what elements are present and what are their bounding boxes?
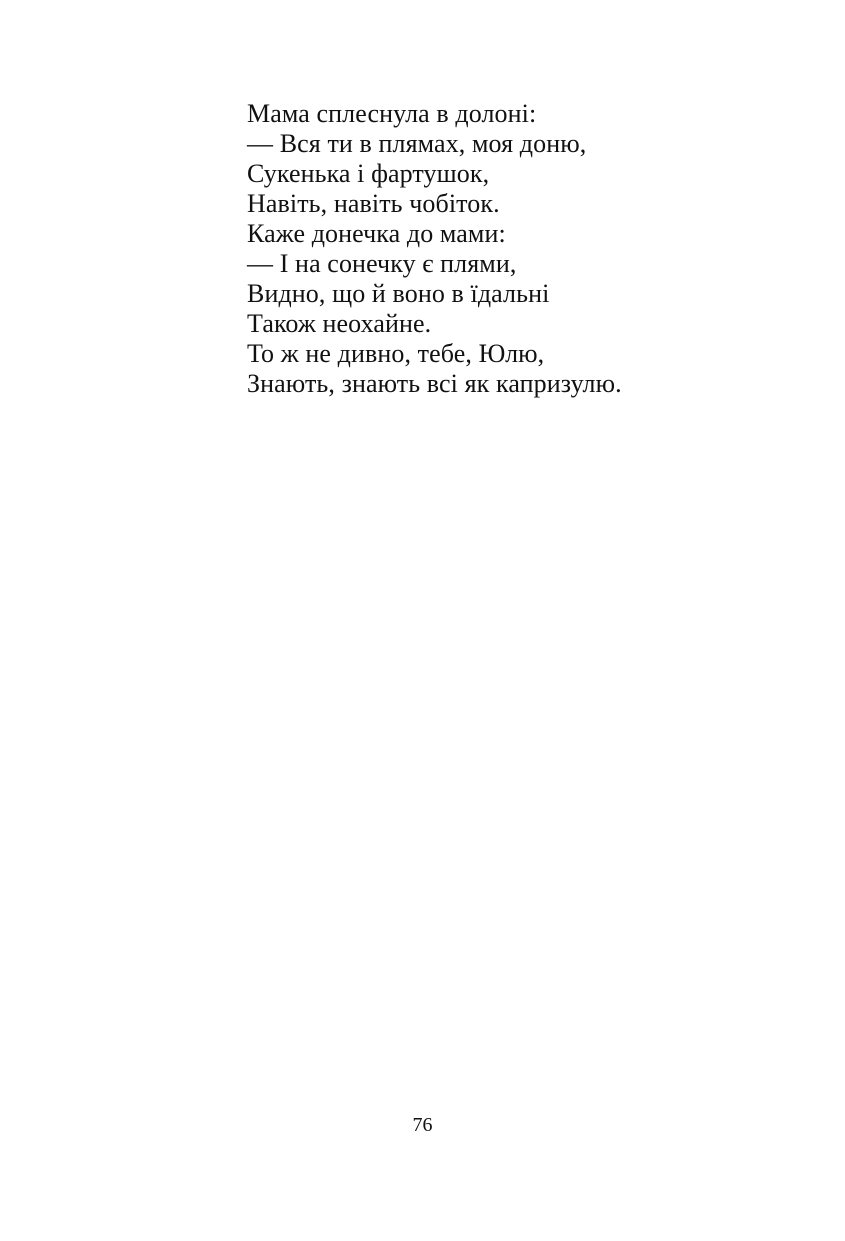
poem-line: Знають, знають всі як капризулю. (247, 369, 622, 398)
poem-line: Каже донечка до мами: (247, 219, 506, 248)
poem-line: Навіть, навіть чобіток. (247, 189, 500, 218)
poem-line: Мама сплеснула в долоні: (247, 99, 537, 128)
poem-line: Сукенька і фартушок, (247, 159, 490, 188)
poem-line: Видно, що й воно в їдальні (247, 279, 550, 308)
poem-text (247, 99, 622, 399)
page-number: 76 (412, 1114, 433, 1136)
poem-line: — Вся ти в плямах, моя доню, (247, 129, 587, 158)
poem-line: То ж не дивно, тебе, Юлю, (247, 339, 545, 368)
poem-line: Також неохайне. (247, 309, 432, 338)
poem-line: — І на сонечку є плями, (247, 249, 517, 278)
